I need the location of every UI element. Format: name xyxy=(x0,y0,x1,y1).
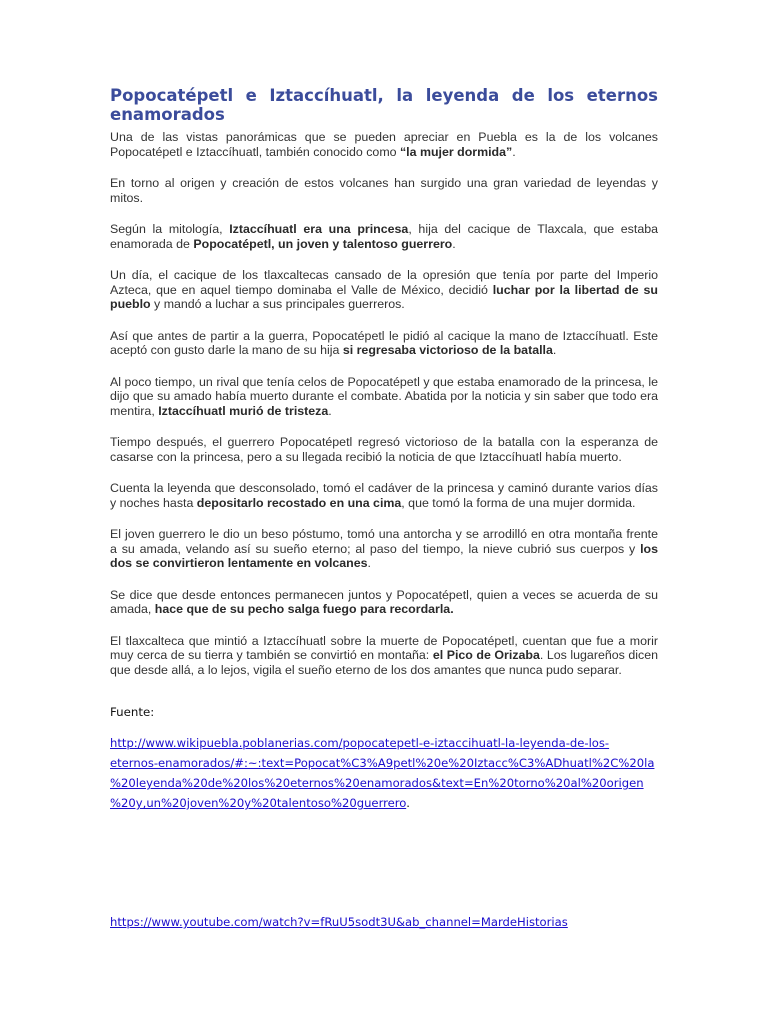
paragraph xyxy=(110,268,658,312)
bold-text: Popocatépetl, un joven y talentoso guerrero xyxy=(193,236,453,251)
source-link-line[interactable]: %20leyenda%20de%20los%20eternos%20enamorados&text=En%20torno%20al%20origen xyxy=(110,776,644,790)
source-label: Fuente: xyxy=(110,705,155,719)
text-run: Así que antes de partir a la guerra, Popocatépetl le pidió al cacique la mano de Iztaccíhuatl. Este aceptó con gusto darle la mano de su hija xyxy=(110,328,658,357)
source-link-period: . xyxy=(406,796,410,810)
bold-text: los dos se convirtieron lentamente en volcanes xyxy=(110,541,658,570)
text-run: . xyxy=(512,144,516,159)
paragraph xyxy=(110,176,658,205)
text-run: Al poco tiempo, un rival que tenía celos de Popocatépetl y que estaba enamorado de la princesa, le dijo que su amado había muerto durante el combate. Abatida por la noticia y sin saber que todo era mentira, xyxy=(110,374,658,418)
text-run: El tlaxcalteca que mintió a Iztaccíhuatl sobre la muerte de Popocatépetl, cuentan que fue a morir muy cerca de su tierra y también se convirtió en montaña: xyxy=(110,633,658,662)
source-link-line[interactable]: eternos-enamorados/#:~:text=Popocat%C3%A9petl%20e%20Iztacc%C3%ADhuatl%2C%20la xyxy=(110,756,655,770)
text-run: Se dice que desde entonces permanecen juntos y Popocatépetl, quien a veces se acuerda de su amada, xyxy=(110,587,658,616)
text-run: Un día, el cacique de los tlaxcaltecas cansado de la opresión que tenía por parte del Imperio Azteca, que en aquel tiempo dominaba el Valle de México, decidió xyxy=(110,268,658,297)
paragraph xyxy=(110,435,658,464)
bold-text: el Pico de Orizaba xyxy=(432,648,540,662)
bold-text: Iztaccíhuatl era una princesa xyxy=(229,222,409,236)
youtube-link[interactable]: https://www.youtube.com/watch?v=fRuU5sodt3U&ab_channel=MardeHistorias xyxy=(110,915,568,929)
paragraph xyxy=(110,329,658,358)
text-run: Cuenta la leyenda que desconsolado, tomó el cadáver de la princesa y caminó durante varios días y noches hasta xyxy=(110,481,658,510)
paragraph xyxy=(110,222,658,251)
text-run: . xyxy=(367,556,371,570)
text-run: . xyxy=(328,403,332,418)
bold-text: hace que de su pecho salga fuego para recordarla. xyxy=(154,602,454,616)
text-run: , que tomó la forma de una mujer dormida. xyxy=(401,495,636,510)
paragraph xyxy=(110,527,658,571)
source-link-line[interactable]: http://www.wikipuebla.poblanerias.com/popocatepetl-e-iztaccihuatl-la-leyenda-de-los- xyxy=(110,736,610,750)
bold-text: Iztaccíhuatl murió de tristeza xyxy=(158,403,329,418)
source-link[interactable] xyxy=(110,733,658,810)
youtube-link-container xyxy=(110,915,568,929)
paragraph xyxy=(110,634,658,678)
paragraph xyxy=(110,375,658,419)
paragraph xyxy=(110,130,658,159)
text-run: . xyxy=(452,236,456,251)
text-run: , hija del cacique de Tlaxcala, que estaba enamorada de xyxy=(110,222,658,251)
text-run: Tiempo después, el guerrero Popocatépetl regresó victorioso de la batalla con la esperanza de casarse con la princesa, pero a su llegada recibió la noticia de que Iztaccíhuatl había muerto. xyxy=(110,435,658,464)
paragraph xyxy=(110,481,658,510)
text-run: Una de las vistas panorámicas que se pueden apreciar en Puebla es la de los volcanes Popocatépetl e Iztaccíhuatl, también conocido como xyxy=(110,130,658,159)
text-run: . Los lugareños dicen que desde allá, a lo lejos, vigila el sueño eterno de los dos amantes que nunca pudo separar. xyxy=(110,648,658,677)
text-run: Según la mitología, xyxy=(110,222,230,236)
source-link-line[interactable]: %20y,un%20joven%20y%20talentoso%20guerrero xyxy=(110,796,407,810)
text-run: En torno al origen y creación de estos volcanes han surgido una gran variedad de leyendas y mitos. xyxy=(110,176,658,205)
bold-text: depositarlo recostado en una cima xyxy=(196,495,402,510)
article-title: Popocatépetl e Iztaccíhuatl, la leyenda de los eternos enamorados xyxy=(110,86,658,124)
article-body xyxy=(110,130,658,677)
text-run: El joven guerrero le dio un beso póstumo, tomó una antorcha y se arrodilló en otra montaña frente a su amada, velando así su sueño eterno; al paso del tiempo, la nieve cubrió sus cuerpos y xyxy=(110,527,658,556)
bold-text: “la mujer dormida” xyxy=(399,144,513,159)
text-run: . xyxy=(552,343,557,357)
paragraph xyxy=(110,588,658,617)
source-link-block xyxy=(110,733,658,813)
bold-text: si regresaba victorioso de la batalla xyxy=(342,343,553,357)
text-run: y mandó a luchar a sus principales guerreros. xyxy=(150,297,405,311)
bold-text: luchar por la libertad de su pueblo xyxy=(110,282,658,311)
